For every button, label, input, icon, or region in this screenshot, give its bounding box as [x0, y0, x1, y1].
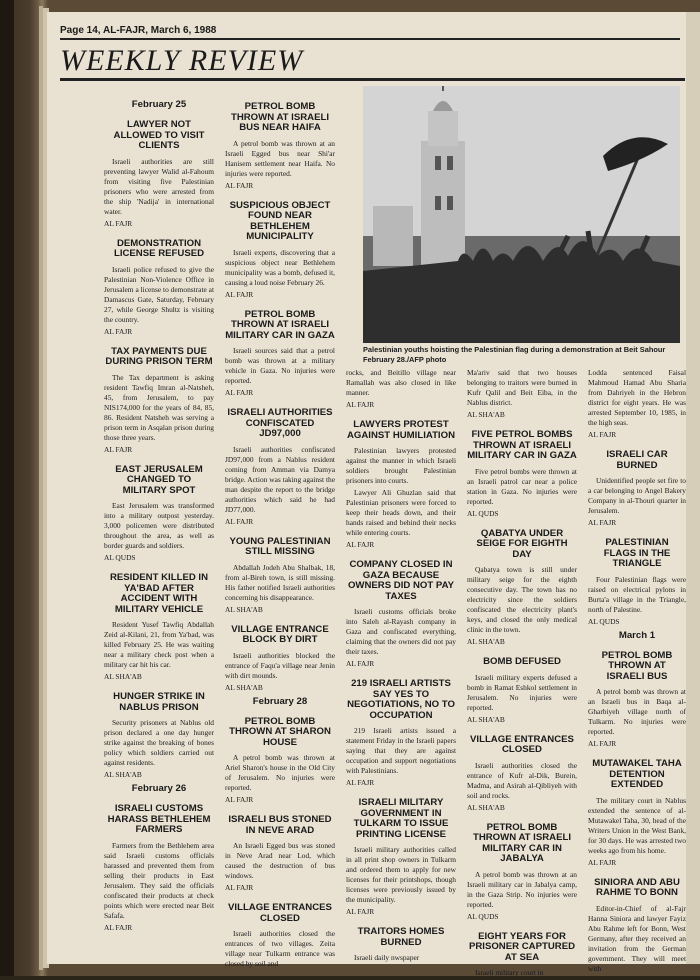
article-body: Security prisoners at Nablus old prison declared a one day hunger strike against the breaking of bones policy which soldiers carried out against residents.: [104, 718, 214, 767]
article-headline: ISRAELI CUSTOMS HARASS BETHLEHEM FARMERS: [107, 803, 211, 835]
article-body: An Israeli Egged bus was stoned in Neve Arad near Lod, which caused the destruction of bus windows.: [225, 841, 335, 880]
article-source: AL SHA'AB: [104, 770, 142, 779]
article-source: AL QUDS: [588, 616, 620, 626]
article-headline: SINIORA AND ABU RAHME TO BONN: [594, 876, 680, 898]
photo-illustration: [363, 86, 680, 343]
article-body: Farmers from the Bethlehem area said Israeli customs officials harassed and prevented them from selling their products in East Jerusalem. They said the officials confiscated their products at check points which were erected near Beit Safafa.: [104, 840, 214, 920]
article-body: Unidentified people set fire to a car belonging to Angel Bakery Company in al-Thouri quarter in Jerusalem.: [588, 476, 686, 515]
article-source: AL QUDS: [467, 911, 499, 921]
article-source: AL FAJR: [225, 180, 254, 190]
article-source: AL FAJR: [588, 739, 617, 748]
article-source: AL FAJR: [225, 516, 254, 526]
article-body: A petrol bomb was thrown at an Israeli military car in Jabalya camp, in the Gaza Strip. No injuries were reported.: [467, 869, 577, 909]
article-headline: PETROL BOMB THROWN AT ISRAELI BUS NEAR HAIFA: [230, 101, 330, 133]
article-body: Israeli authorities blocked the entrance of Faqu'a village near Jenin with dirt mounds.: [225, 650, 335, 680]
article-headline: 219 ISRAELI ARTISTS SAY YES TO NEGOTIATIONS, NO TO OCCUPATION: [347, 678, 455, 721]
adjacent-page-edge: [686, 12, 700, 964]
article-source: AL FAJR: [225, 388, 254, 397]
article-body: Israeli daily nwspaper: [354, 953, 420, 962]
article-body: A petrol bomb was thrown at Ariel Sharon's house in the Old City of Jerusalem. No injuries were reported.: [225, 753, 335, 792]
article-headline: VILLAGE ENTRANCE BLOCK BY DIRT: [231, 623, 329, 645]
article-body: Lodda sentenced Faisal Mahmoud Hamad Abu Sharia from Dahriyeh in the Hebron district for eight years. He was arrested September 10, 1985, in the high seas.: [588, 368, 686, 427]
photo-tower-top: [428, 111, 458, 146]
article-headline: BOMB DEFUSED: [483, 656, 561, 667]
article-body: Israeli military court in: [475, 968, 544, 977]
article-headline: MUTAWAKEL TAHA DETENTION EXTENDED: [592, 758, 682, 790]
article-source: AL SHA'AB: [467, 802, 505, 812]
article-body: Ma'ariv said that two houses belonging to traitors were burned in Kufr Qalil and Beit Eiba, in the Nablus district.: [467, 368, 577, 407]
column-4: [467, 368, 577, 980]
article-body: The Tax department is asking resident Tawfiq Imran al-Natsheh, 45, from Jerusalem, to pay NIS174,000 for the years of 84, 85, 86. Resident Natsheh was serving a prison term in Asqalan prison during those three years.: [104, 372, 214, 442]
article-headline: PETROL BOMB THROWN AT ISRAELI BUS: [601, 649, 673, 682]
column-2: [225, 92, 335, 971]
article-source: AL FAJR: [104, 326, 133, 336]
article-body: rocks, and Beitillo village near Ramallah was also closed in like manner.: [346, 368, 456, 397]
article-body: Editor-in-Chief of al-Fajr Hanna Siniora and lawyer Fayiz Abu Rahme left for Bonn, West Germany, after they received an invitation from the German government. They will meet with: [588, 903, 686, 973]
article-source: AL SHA'AB: [225, 604, 263, 614]
article-headline: ISRAELI MILITARY GOVERNMENT IN TULKARM TO ISSUE PRINTING LICENSE: [353, 797, 449, 840]
article-headline: PALESTINIAN FLAGS IN THE TRIANGLE: [603, 537, 671, 569]
article-headline: ISRAELI CAR BURNED: [606, 449, 668, 471]
article-headline: TAX PAYMENTS DUE DURING PRISON TERM: [105, 345, 213, 367]
date-heading: February 25: [131, 99, 187, 110]
article-headline: SUSPICIOUS OBJECT FOUND NEAR BETHLEHEM MUNICIPALITY: [229, 199, 331, 242]
article-body: Resident Yusef Tawfiq Abdallah Zeid al-Kilani, 21, from Ya'bad, was killed February 25. He was waiting near a military check post when a military car hit his car.: [104, 620, 214, 669]
photo-window: [447, 156, 453, 170]
article-body: East Jerusalem was transformed into a military outpost yesterday. 3,000 policemen were distributed throughout the area, as well as border guards and soldiers.: [104, 501, 214, 550]
article-headline: QABATYA UNDER SEIGE FOR EIGHTH DAY: [476, 527, 568, 560]
article-headline: EAST JERUSALEM CHANGED TO MILITARY SPOT: [115, 463, 203, 496]
article-body: Israeli military experts defused a bomb in Ramat Eshkol settlement in Jerusalem. No injuries were reported.: [467, 672, 577, 712]
photo-window: [447, 196, 453, 210]
article-source: AL SHA'AB: [467, 637, 505, 646]
article-body: Four Palestinian flags were raised on electrical pylons in Burta'a village in the Triangle, north of Palestine.: [588, 574, 686, 614]
article-source: AL FAJR: [104, 444, 133, 454]
article-headline: EIGHT YEARS FOR PRISONER CAPTURED AT SEA: [468, 930, 576, 963]
article-source: AL SHA'AB: [225, 682, 263, 692]
article-body: Qabatya town is still under military seige for the eighth consecutive day. The town has no electricity since the soldiers confiscated the electricity plant's keys, and closed the only medical clinic in the town.: [467, 565, 577, 634]
article-body: Israeli military authorities called in all print shop owners in Tulkarm and ordered them to apply for new licenses for their printshops, though licenses were previously issued by the municipality.: [346, 845, 456, 904]
article-source: AL FAJR: [104, 218, 133, 228]
article-source: AL FAJR: [346, 659, 375, 668]
photo-building: [373, 206, 413, 266]
article-headline: LAWYER NOT ALLOWED TO VISIT CLIENTS: [113, 119, 205, 151]
article-body: Abdallah Jodeh Abu Shalbak, 18, from al-Bireh town, is still missing. His father notified Israeli authorities concerning his disappearance.: [225, 562, 335, 602]
column-5: [588, 368, 686, 976]
article-source: AL SHA'AB: [467, 714, 505, 724]
article-body: Palestinian lawyers protested against the manner in which Israeli soldiers brought Palestinian prisoners into courts.: [346, 446, 456, 485]
article-headline: COMPANY CLOSED IN GAZA BECAUSE OWNERS DID NOT PAY TAXES: [347, 559, 455, 602]
photo-window: [435, 156, 441, 170]
photo-caption: Palestinian youths hoisting the Palestinian flag during a demonstration at Beit Sahour February 28./AFP photo: [363, 345, 666, 364]
article-headline: PETROL BOMB THROWN AT SHARON HOUSE: [229, 715, 331, 748]
article-headline: LAWYERS PROTEST AGAINST HUMILIATION: [346, 419, 455, 441]
article-source: AL FAJR: [346, 778, 375, 787]
article-body: Israeli sources said that a petrol bomb was thrown at a military vehicle in Gaza. No injuries were reported.: [225, 346, 335, 385]
article-source: AL QUDS: [104, 553, 136, 562]
article-headline: VILLAGE ENTRANCES CLOSED: [470, 733, 574, 755]
article-source: AL FAJR: [588, 430, 617, 439]
date-heading: March 1: [618, 629, 656, 641]
article-body: Lawyer Ali Ghuzlan said that Palestinian prisoners were forced to keep their heads down, and their hands raised and behind their necks while entering courts.: [346, 488, 456, 537]
article-body: 219 Israeli artists issued a statement Friday in the Israeli papers saying that they are against occupation and support negotiations with Palestinians.: [346, 726, 456, 775]
article-body: Israeli authorities are still preventing lawyer Walid al-Fahoum from visiting five Palestinian prisoners who were arrested from the ship 'Nadija' in international water.: [104, 156, 214, 216]
article-headline: RESIDENT KILLED IN YA'BAD AFTER ACCIDENT WITH MILITARY VEHICLE: [109, 572, 209, 615]
article-source: AL FAJR: [225, 795, 254, 804]
article-body: Israeli experts, discovering that a suspicious object near Bethlehem municipality was a bomb, defused it, causing a loud noise February 26.: [225, 247, 335, 287]
article-body: A petrol bomb was thrown at an Israeli Egged bus near Shi'ar Hanisem settlement near Haifa. No injuries were reported.: [225, 138, 335, 178]
article-body: Israeli authorities closed the entrances of two villages. Zeita village near Tulkarm entrance was closed by soil and: [225, 929, 335, 968]
article-headline: FIVE PETROL BOMBS THROWN AT ISRAELI MILITARY CAR IN GAZA: [467, 429, 577, 461]
article-body: Israeli police refused to give the Palestinian Non-Violence Office in Jerusalem a license to demonstrate at Damascus Gate, Saturday, February 27, while George Shultz is visiting the country.: [104, 264, 214, 324]
article-headline: VILLAGE ENTRANCES CLOSED: [228, 902, 332, 924]
article-source: AL FAJR: [346, 540, 375, 549]
date-heading: February 26: [131, 783, 187, 794]
article-source: AL SHA'AB: [467, 410, 505, 419]
column-3: [346, 368, 456, 965]
date-heading: February 28: [252, 695, 308, 707]
article-source: AL FAJR: [225, 289, 254, 299]
article-headline: DEMONSTRATION LICENSE REFUSED: [113, 237, 205, 259]
book-spine: [0, 0, 14, 976]
article-headline: YOUNG PALESTINIAN STILL MISSING: [229, 535, 331, 557]
article-source: AL FAJR: [346, 400, 375, 409]
news-photo: [363, 86, 680, 343]
article-source: AL FAJR: [346, 907, 375, 916]
photo-window: [435, 196, 441, 210]
article-body: Israeli customs officials broke into Saleh al-Rayash company in Gaza and confiscated everything, claiming that the owners did not pay their taxes.: [346, 607, 456, 656]
article-headline: HUNGER STRIKE IN NABLUS PRISON: [113, 691, 205, 713]
article-source: AL FAJR: [588, 518, 617, 527]
article-source: AL QUDS: [467, 508, 499, 518]
article-headline: TRAITORS HOMES BURNED: [357, 926, 445, 948]
masthead-title: WEEKLY REVIEW: [60, 44, 685, 81]
article-headline: PETROL BOMB THROWN AT ISRAELI MILITARY CAR IN JABALYA: [472, 821, 572, 864]
article-body: Israeli authorities closed the entrance of Kufr al-Dik, Burein, Madma, and Asirah al-Qibliyeh with soil and rocks.: [467, 760, 577, 800]
article-source: AL FAJR: [104, 922, 133, 932]
article-body: A petrol bomb was thrown at an Israeli bus in Baqa al-Gharbiyeh village north of Tulkarm. No injuries were reported.: [588, 687, 686, 736]
article-body: The military court in Nablus extended the sentence of al-Mutawakel Taha, 30, head of the Writers Union in the West Bank, for 30 days. He was arrested two weeks ago from his home.: [588, 795, 686, 855]
article-source: AL FAJR: [225, 883, 254, 892]
article-headline: PETROL BOMB THROWN AT ISRAELI MILITARY CAR IN GAZA: [225, 308, 335, 341]
page-header-line: Page 14, AL-FAJR, March 6, 1988: [60, 25, 680, 40]
photo-bell-tower: [421, 141, 465, 271]
article-body: Five petrol bombs were thrown at an Israeli patrol car near a police station in Gaza. No injuries were reported.: [467, 466, 577, 506]
article-source: AL SHA'AB: [104, 672, 142, 681]
column-1: [104, 96, 214, 935]
article-headline: ISRAELI AUTHORITIES CONFISCATED JD97,000: [227, 407, 333, 439]
article-headline: ISRAELI BUS STONED IN NEVE ARAD: [228, 814, 332, 836]
article-source: AL FAJR: [588, 857, 617, 867]
article-body: Israeli authorities confiscated JD97,000 from a Nablus resident coming from Amman via Damya bridge. Action was taking against the man despite the report to the bridge authorities which said he had JD77,000.: [225, 444, 335, 514]
